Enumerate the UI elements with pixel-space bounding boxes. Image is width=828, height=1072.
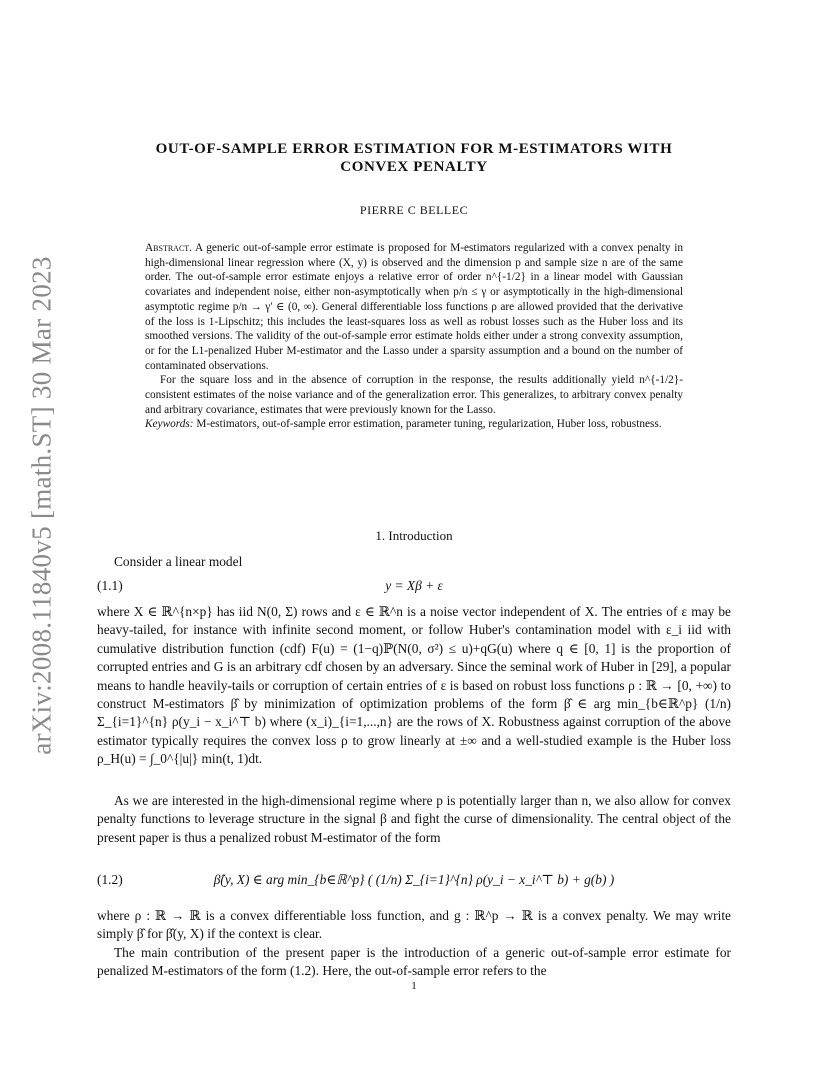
paragraph-2 xyxy=(97,792,731,847)
keywords-label: Keywords: xyxy=(145,418,194,431)
paragraph-3-text: where ρ : ℝ → ℝ is a convex differentiable loss function, and g : ℝ^p → ℝ is a convex penalty. We may write simply β̂ for β̂(y, X) if the context is clear. xyxy=(97,908,731,942)
author-name: PIERRE C BELLEC xyxy=(359,203,469,217)
equation-number: (1.2) xyxy=(97,872,123,887)
paper-title-line-2: CONVEX PENALTY xyxy=(340,159,488,175)
paragraph-1 xyxy=(97,603,731,769)
page-number: 1 xyxy=(411,980,417,992)
intro-line xyxy=(97,553,731,571)
section-heading: 1. Introduction xyxy=(375,528,453,543)
paragraph-4 xyxy=(97,944,731,981)
paragraph-1-text: where X ∈ ℝ^{n×p} has iid N(0, Σ) rows and ε ∈ ℝ^n is a noise vector independent of X. The entries of ε may be heavy-tailed, for instance with infinite second moment, or follow Huber's contamination model with ε_i iid with cumulative distribution function (cdf) F(u) = (1−q)ℙ(N(0, σ²) ≤ u)+qG(u) where q ∈ [0, 1] is the proportion of corrupted entries and G is an arbitrary cdf chosen by an adversary. Since the seminal work of Huber in [29], a popular means to handle heavily-tails or corruption of certain entries of ε is based on robust loss functions ρ : ℝ → [0, +∞) to construct M-estimators β̂ by minimization of optimization problems of the form β̂ ∈ arg min_{b∈ℝ^p} (1/n) Σ_{i=1}^{n} ρ(y_i − x_i^⊤ b) where (x_i)_{i=1,...,n} are the rows of X. Robustness against corruption of the above estimator typically requires the convex loss ρ to grow linearly at ±∞ and a well-studied example is the Huber loss ρ_H(u) = ∫_0^{|u|} min(t, 1)dt. xyxy=(97,604,731,767)
paragraph-2-text: As we are interested in the high-dimensional regime where p is potentially larger than n, we also allow for convex penalty functions to leverage structure in the signal β and fight the curse of dimensionality. The central object of the present paper is thus a penalized robust M-estimator of the form xyxy=(97,793,731,845)
paper-title-line-1: OUT-OF-SAMPLE ERROR ESTIMATION FOR M-ESTIMATORS WITH xyxy=(155,141,673,157)
equation-1-2 xyxy=(97,872,731,892)
arxiv-side-identifier: arXiv:2008.11840v5 [math.ST] 30 Mar 2023 xyxy=(26,255,57,755)
abstract-paragraph-2: For the square loss and in the absence of corruption in the response, the results additionally yield n^{-1/2}-consistent estimates of the noise variance and of the generalization error. This generalizes, to arbitrary convex penalty and arbitrary covariance, estimates that were previously known for the Lasso. xyxy=(145,374,683,416)
abstract-text-1: A generic out-of-sample error estimate is proposed for M-estimators regularized with a convex penalty in high-dimensional linear regression where (X, y) is observed and the dimension p and sample size n are of the same order. The out-of-sample error estimate enjoys a relative error of order n^{-1/2} in a linear model with Gaussian covariates and independent noise, either non-asymptotically when p/n ≤ γ or asymptotically in the high-dimensional asymptotic regime p/n → γ′ ∈ (0, ∞). General differentiable loss functions ρ are allowed provided that the derivative of the loss is 1-Lipschitz; this includes the least-squares loss as well as robust losses such as the Huber loss and its smoothed versions. The validity of the out-of-sample error estimate holds either under a strong convexity assumption, or for the L1-penalized Huber M-estimator and the Lasso under a sparsity assumption and a bound on the number of contaminated observations. xyxy=(145,242,683,372)
keywords xyxy=(145,417,683,432)
paragraph-4-text: The main contribution of the present paper is the introduction of a generic out-of-sample error estimate for penalized M-estimators of the form (1.2). Here, the out-of-sample error refers to the xyxy=(97,945,731,979)
equation-1-1 xyxy=(97,578,731,598)
abstract xyxy=(145,241,683,432)
abstract-paragraph-1 xyxy=(145,241,683,373)
paragraph-3 xyxy=(97,907,731,944)
equation-number: (1.1) xyxy=(97,578,123,593)
keywords-text: M-estimators, out-of-sample error estimation, parameter tuning, regularization, Huber loss, robustness. xyxy=(196,418,662,431)
abstract-label: Abstract. xyxy=(145,242,192,254)
equation-expression: β̂(y, X) ∈ arg min_{b∈ℝ^p} ( (1/n) Σ_{i=1}^{n} ρ(y_i − x_i^⊤ b) + g(b) ) xyxy=(213,872,615,887)
intro-text: Consider a linear model xyxy=(114,554,243,569)
equation-expression: y = Xβ + ε xyxy=(385,578,443,593)
